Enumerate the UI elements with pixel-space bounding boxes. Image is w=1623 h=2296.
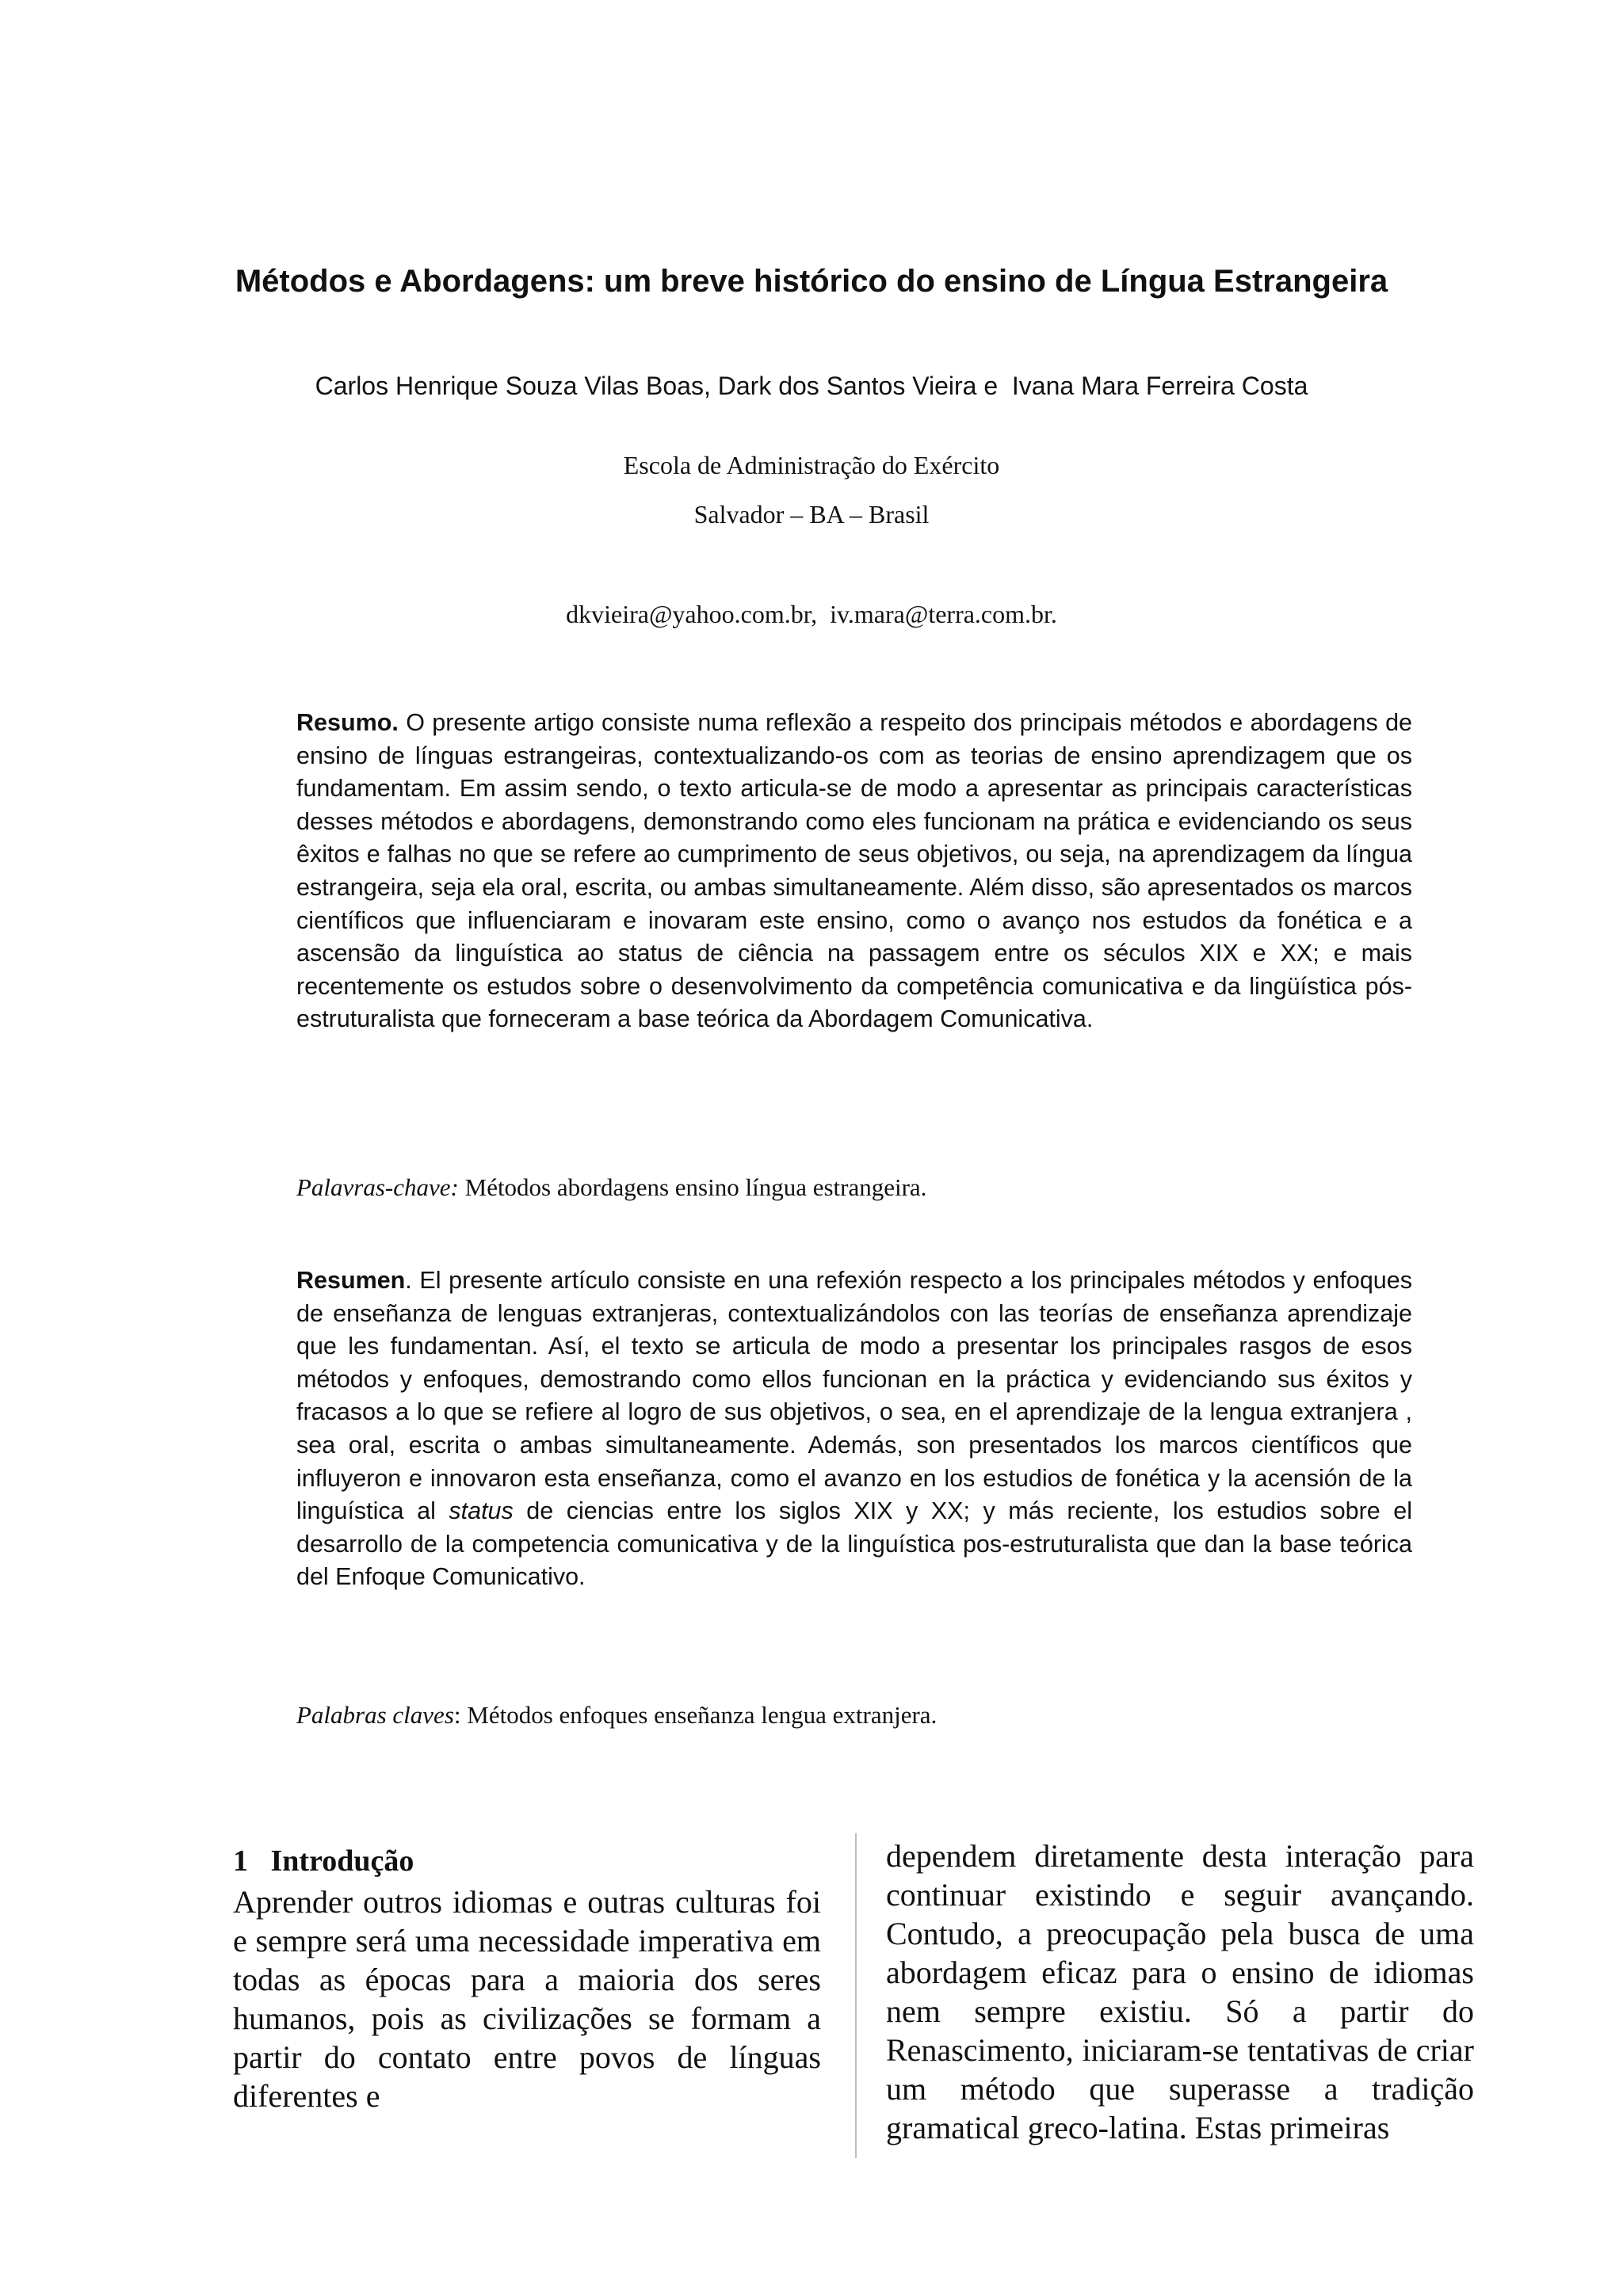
body-paragraph-right: dependem diretamente desta interação para continuar existindo e seguir avançando. Contudo, a preocupação pela busca de uma abordagem eficaz para o ensino de idiomas nem sempre existiu. Só a partir do Renascimento, iniciaram-se tentativas de criar um método que superasse a tradição gramatical greco-latina. Estas primeiras — [886, 1838, 1474, 2145]
abstract-spanish-status-word: status — [449, 1497, 514, 1525]
abstract-spanish — [296, 1264, 1412, 1594]
body-column-right — [886, 1836, 1474, 2147]
section-heading-introducao: 1 Introdução — [233, 1844, 414, 1878]
affiliation-institution: Escola de Administração do Exército — [623, 451, 1000, 479]
keywords-portuguese — [296, 1171, 1412, 1204]
abstract-portuguese-label: Resumo. — [296, 709, 399, 736]
abstract-spanish-label: Resumen — [296, 1267, 406, 1294]
author-list: Carlos Henrique Souza Vilas Boas, Dark dos Santos Vieira e Ivana Mara Ferreira Costa — [315, 372, 1308, 400]
affiliation-location: Salvador – BA – Brasil — [693, 500, 930, 528]
abstract-spanish-text-2: de ciencias entre los siglos XIX y XX; y más reciente, los estudios sobre el desarrollo de la competencia comunicativa y de la linguística pos-estruturalista que dan la base teórica del Enfoque Comunicativo. — [296, 1497, 1412, 1591]
abstract-portuguese-text: O presente artigo consiste numa reflexão a respeito dos principais métodos e abordagens de ensino de línguas estrangeiras, contextualizando-os com as teorias de ensino aprendizagem que os fundamentam. Em assim sendo, o texto articula-se de modo a apresentar as principais características desses métodos e abordagens, demonstrando como eles funcionam na prática e evidenciando os seus êxitos e falhas no que se refere ao cumprimento de seus objetivos, ou seja, na aprendizagem da língua estrangeira, seja ela oral, escrita, ou ambas simultaneamente. Além disso, são apresentados os marcos científicos que influenciaram e inovaram este ensino, como o avanço nos estudos da fonética e a ascensão da linguística ao status de ciência na passagem entre os séculos XIX e XX; e mais recentemente os estudos sobre o desenvolvimento da competência comunicativa e da lingüística pós-estruturalista que forneceram a base teórica da Abordagem Comunicativa. — [296, 709, 1412, 1033]
abstract-spanish-text-1: . El presente artículo consiste en una refexión respecto a los principales métodos y enfoques de enseñanza de lenguas extranjeras, contextualizándolos con las teorías de enseñanza aprendizaje que les fundamentan. Así, el texto se articula de modo a presentar los principales rasgos de esos métodos y enfoques, demostrando como ellos funcionan en la práctica y evidenciando sus éxitos y fracasos a lo que se refiere al logro de sus objetivos, o sea, en el aprendizaje de la lengua extranjera , sea oral, escrita o ambas simultaneamente. Además, son presentados los marcos científicos que influyeron e innovaron esta enseñanza, como el avanzo en los estudios de fonética y la acensión de la linguística al — [296, 1267, 1412, 1525]
column-divider — [855, 1833, 857, 2158]
author-emails: dkvieira@yahoo.com.br, iv.mara@terra.com.br. — [566, 600, 1057, 628]
keywords-portuguese-text: Métodos abordagens ensino língua estrangeira. — [458, 1173, 927, 1201]
keywords-portuguese-label: Palavras-chave: — [296, 1173, 459, 1201]
keywords-spanish-text: : Métodos enfoques enseñanza lengua extranjera. — [453, 1701, 938, 1729]
keywords-spanish — [296, 1699, 1412, 1732]
paper-title: Métodos e Abordagens: um breve histórico do ensino de Língua Estrangeira — [235, 264, 1388, 299]
body-column-left — [233, 1841, 821, 2115]
keywords-spanish-label: Palabras claves — [296, 1701, 454, 1729]
body-paragraph-left: Aprender outros idiomas e outras culturas foi e sempre será uma necessidade imperativa em todas as épocas para a maioria dos seres humanos, pois as civilizações se formam a partir do contato entre povos de línguas diferentes e — [233, 1884, 821, 2114]
abstract-portuguese — [296, 707, 1412, 1036]
